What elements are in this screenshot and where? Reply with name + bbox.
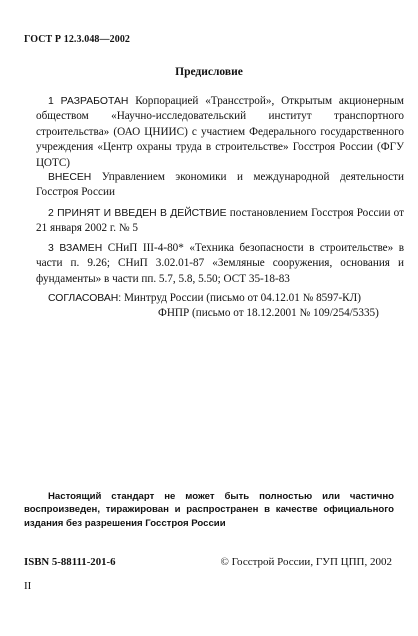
section-lead: 3 ВЗАМЕН [48, 243, 103, 254]
isbn: ISBN 5-88111-201-6 [24, 556, 116, 568]
section-developed [36, 94, 404, 171]
notice-text: Настоящий стандарт не может быть полностью или частично воспроизведен, тиражирован и распространен в качестве официального издания без разрешения Госстроя России [24, 491, 394, 529]
section-lead: 1 РАЗРАБОТАН [48, 96, 129, 107]
copyright-line: © Госстрой России, ГУП ЦПП, 2002 [220, 556, 392, 568]
section-text: Корпорацией «Трансстрой», Открытым акционерным обществом «Научно-исследовательский институт транспортного строительства» (ОАО ЦНИИС) с участием Федерального государственного учреждения «Центр охраны труда в строительстве» Госстроя России (ФГУ ЦОТС) [36, 95, 405, 169]
section-introduced [36, 170, 404, 201]
agreed-lead: СОГЛАСОВАН: [48, 293, 122, 304]
section-replaces [36, 241, 404, 287]
section-text: постановлением Госстроя России от 21 января 2002 г. № 5 [36, 207, 405, 235]
section-text: СНиП III-4-80* «Техника безопасности в строительстве» в части п. 9.26; СНиП 3.02.01-87 «Земляные сооружения, основания и фундаменты» в части пп. 5.7, 5.8, 5.50; ОСТ 35-18-83 [36, 242, 405, 285]
agreed-line-2: ФНПР (письмо от 18.12.2001 № 109/254/5335) [158, 307, 379, 320]
section-text: Управлением экономики и международной деятельности Госстроя России [36, 171, 405, 199]
section-adopted [36, 206, 404, 237]
standard-code-header: ГОСТ Р 12.3.048—2002 [24, 34, 131, 45]
section-lead: ВНЕСЕН [48, 172, 92, 183]
section-agreed [36, 291, 404, 322]
page-number: II [24, 580, 32, 592]
copyright-notice [24, 490, 394, 530]
section-lead: 2 ПРИНЯТ И ВВЕДЕН В ДЕЙСТВИЕ [48, 208, 227, 219]
agreed-line-1: Минтруд России (письмо от 04.12.01 № 8597-КЛ) [123, 292, 361, 304]
page-title: Предисловие [175, 66, 243, 78]
